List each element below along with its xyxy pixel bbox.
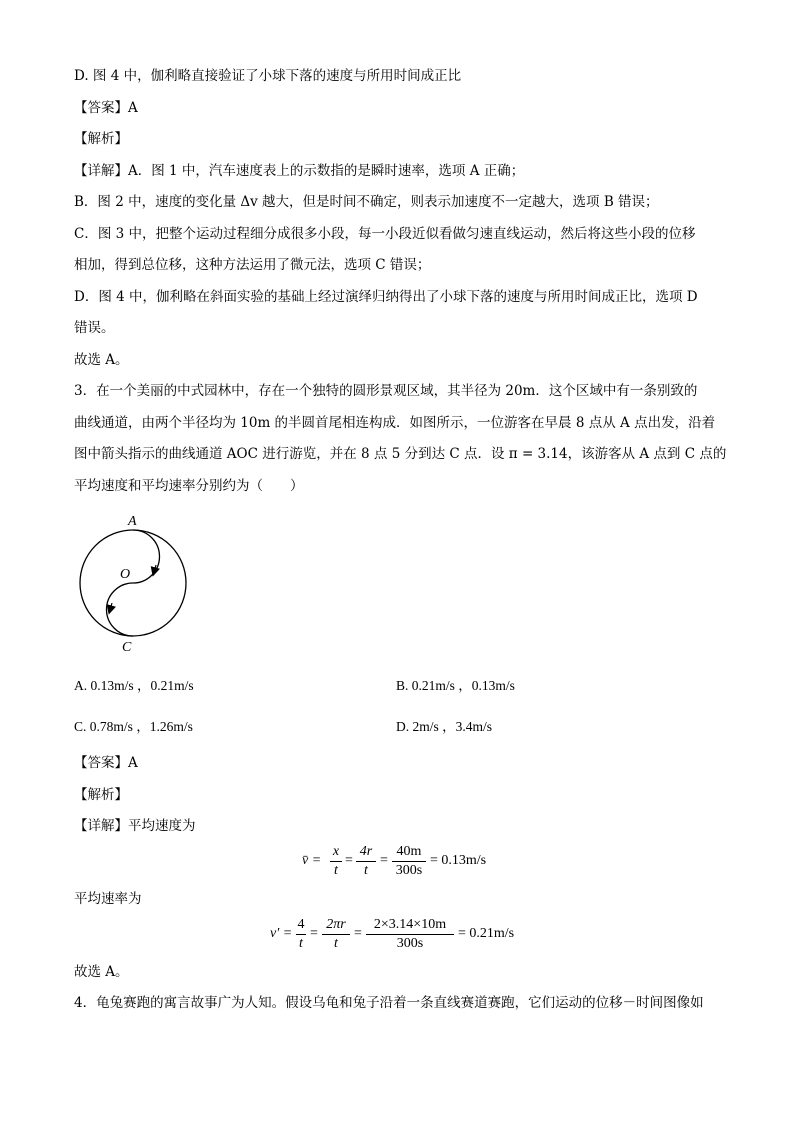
denominator: 300s xyxy=(395,863,423,878)
numerator: 2πr xyxy=(326,917,346,932)
point-a-label: A xyxy=(128,514,137,529)
choice-c: C. 0.78m/s ，1.26m/s xyxy=(74,719,193,734)
numerator: 2×3.14×10m xyxy=(373,917,447,932)
answer-label: 【答案】A xyxy=(74,755,138,771)
fraction xyxy=(330,844,342,879)
eq-rhs: = 0.13m/s xyxy=(430,853,487,868)
option-d-statement: D. 图 4 中，伽利略直接验证了小球下落的速度与所用时间成正比 xyxy=(74,68,462,84)
fraction xyxy=(392,844,426,879)
point-o-label: O xyxy=(120,567,131,582)
equals-sign: = xyxy=(345,853,353,868)
upper-semicircle xyxy=(133,530,160,583)
numerator: 4r xyxy=(359,844,373,859)
conclusion-line: 故选 A。 xyxy=(74,964,129,980)
detail-line: D．图 4 中，伽利略在斜面实验的基础上经过演绎归纳得出了小球下落的速度与所用时间成正比，选项 D xyxy=(74,289,698,305)
fraction xyxy=(322,917,350,952)
fraction xyxy=(356,844,376,879)
eq-lhs: v′ = xyxy=(270,926,293,941)
detail-line: 【详解】平均速度为 xyxy=(74,818,196,834)
choice-d: D. 2m/s ，3.4m/s xyxy=(396,719,493,734)
question-3-text: 3．在一个美丽的中式园林中，存在一个独特的圆形景观区域，其半径为 20m．这个区域中有一条别致的 xyxy=(74,383,698,399)
equals-sign: = xyxy=(310,926,318,941)
eq-lhs: v̄ = xyxy=(302,853,322,868)
arrow-head xyxy=(110,603,112,610)
denominator: 300s xyxy=(396,936,424,951)
point-c-label: C xyxy=(122,640,132,655)
question-3-text: 曲线通道，由两个半径均为 10m 的半圆首尾相连构成．如图所示，一位游客在早晨 8 点从 A 点出发，沿着 xyxy=(74,415,716,431)
analysis-label: 【解析】 xyxy=(74,787,128,803)
analysis-label: 【解析】 xyxy=(74,131,128,147)
question-3-text: 图中箭头指示的曲线通道 AOC 进行游览，并在 8 点 5 分到达 C 点．设 π = 3.14，该游客从 A 点到 C 点的 xyxy=(74,446,727,462)
fraction xyxy=(296,917,306,952)
choice-b: B. 0.21m/s ，0.13m/s xyxy=(396,678,515,693)
denominator: t xyxy=(334,863,338,878)
numerator: 40m xyxy=(396,844,422,859)
equals-sign: = xyxy=(380,853,388,868)
denominator: t xyxy=(364,863,368,878)
detail-line: 平均速率为 xyxy=(74,891,142,907)
detail-line: C．图 3 中，把整个运动过程细分成很多小段，每一小段近似看做匀速直线运动，然后将这些小段的位移 xyxy=(74,226,696,242)
denominator: t xyxy=(299,936,303,951)
eq-rhs: = 0.21m/s xyxy=(458,926,515,941)
circle-path-figure xyxy=(70,510,200,655)
detail-line: B．图 2 中，速度的变化量 Δv 越大，但是时间不确定，则表示加速度不一定越大，选项 B 错误； xyxy=(74,194,659,210)
equals-sign: = xyxy=(354,926,362,941)
fraction xyxy=(366,917,454,952)
choice-a: A. 0.13m/s ，0.21m/s xyxy=(74,678,194,693)
question-4-text: 4．龟兔赛跑的寓言故事广为人知。假设乌龟和兔子沿着一条直线赛道赛跑，它们运动的位移－时间图像如 xyxy=(74,995,704,1011)
answer-label: 【答案】A xyxy=(74,100,138,116)
numerator: x xyxy=(332,844,340,859)
detail-line: 【详解】A．图 1 中，汽车速度表上的示数指的是瞬时速率，选项 A 正确； xyxy=(74,163,525,179)
numerator: 4 xyxy=(297,917,305,932)
question-3-text: 平均速度和平均速率分别约为（ ） xyxy=(74,478,304,494)
conclusion-line: 故选 A。 xyxy=(74,352,129,368)
denominator: t xyxy=(334,936,338,951)
detail-line: 相加，得到总位移，这种方法运用了微元法，选项 C 错误； xyxy=(74,257,431,273)
detail-line: 错误。 xyxy=(74,320,115,336)
